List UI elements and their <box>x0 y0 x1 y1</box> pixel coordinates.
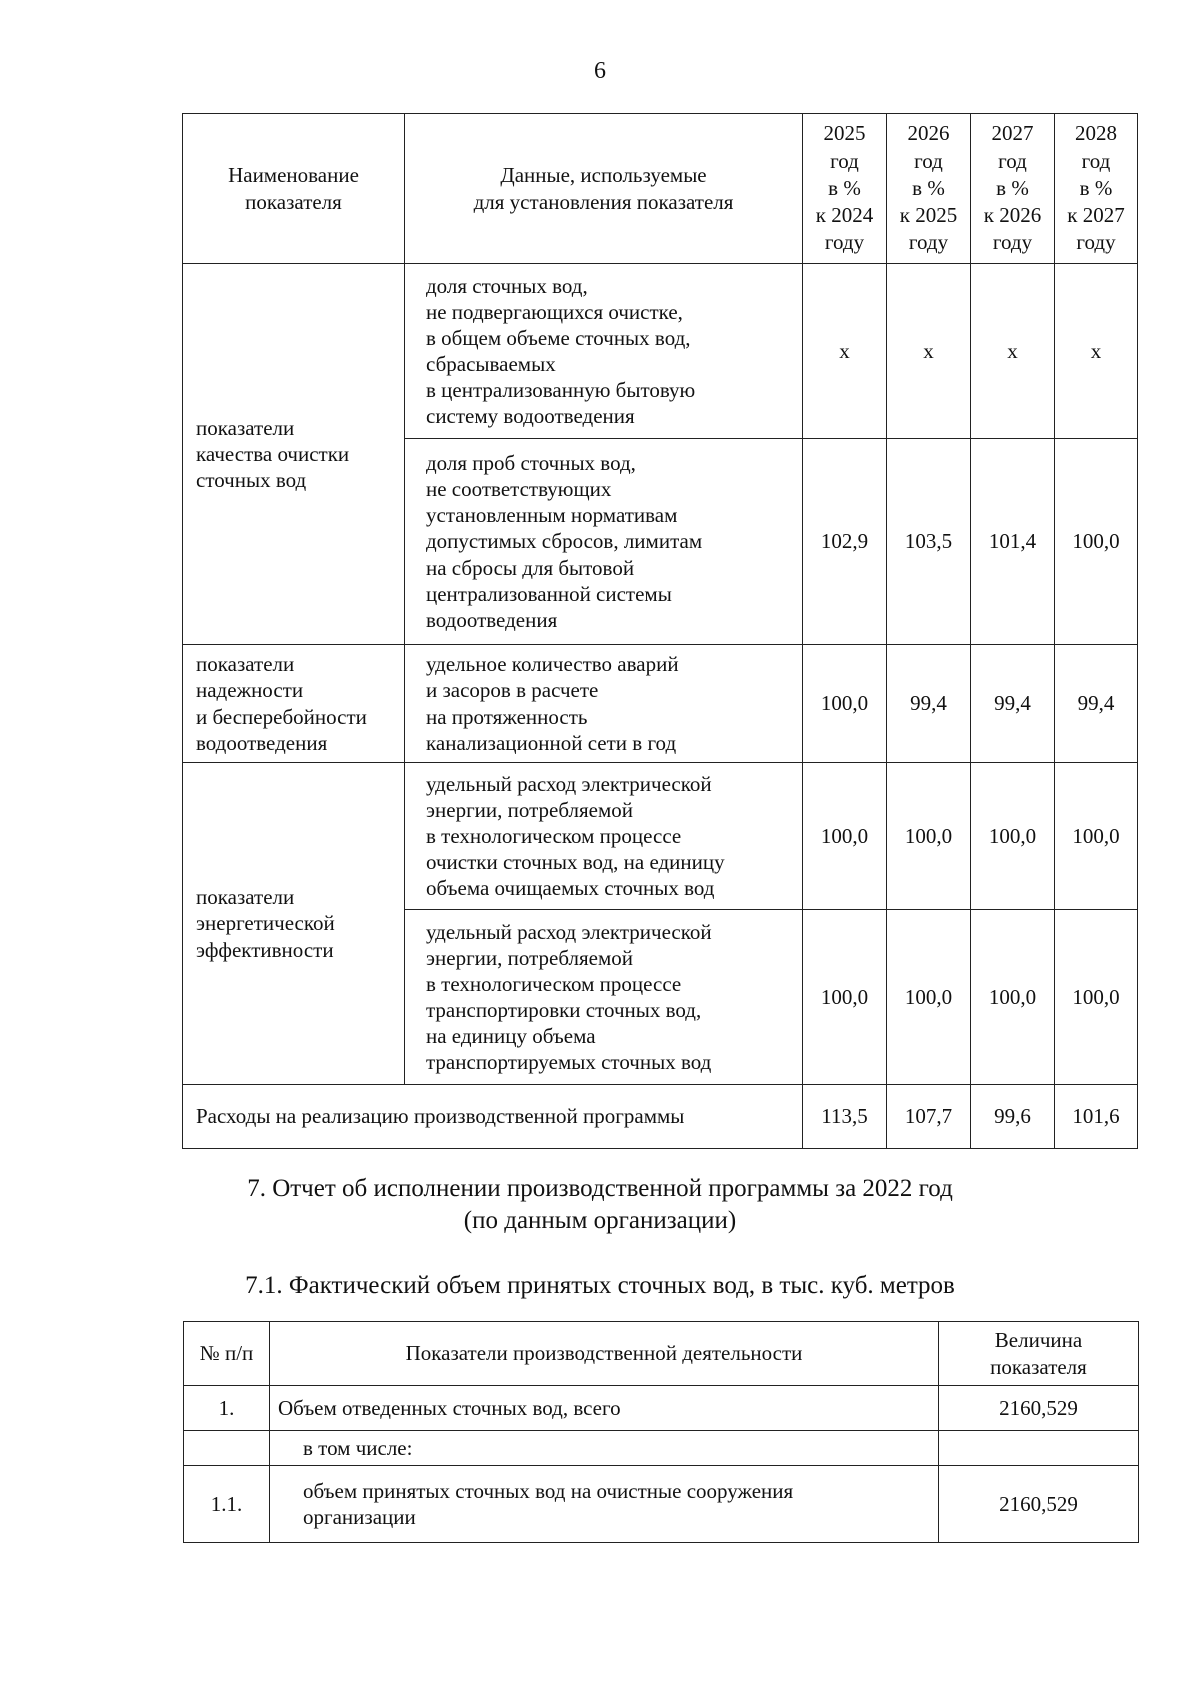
table-row <box>183 645 1138 763</box>
indicator-group-name <box>183 645 405 763</box>
value-cell: 100,0 <box>971 763 1055 910</box>
text-line: году <box>1076 230 1116 255</box>
value-cell: 100,0 <box>887 910 971 1085</box>
row-indicator-cell <box>270 1466 939 1543</box>
value-cell: 101,4 <box>971 439 1055 645</box>
text-line: доля сточных вод, <box>426 273 588 298</box>
header-year-cell <box>887 114 971 264</box>
header-name-cell <box>183 114 405 264</box>
table-header-row <box>184 1322 1139 1386</box>
text-line: 2028 <box>1075 121 1117 146</box>
text-line: водоотведения <box>196 730 328 755</box>
text-line: на единицу объема <box>426 1024 596 1049</box>
page-number: 6 <box>594 58 606 84</box>
subsection-title: 7.1. Фактический объем принятых сточных вод, в тыс. куб. метров <box>245 1272 955 1299</box>
text-line: год <box>830 148 859 173</box>
text-line: (по данным организации) <box>463 1207 737 1234</box>
text-line: год <box>1081 148 1111 173</box>
header-year-cell <box>803 114 887 264</box>
table-row <box>184 1466 1139 1543</box>
value-cell: 100,0 <box>803 763 887 910</box>
text-line: эффективности <box>196 937 334 962</box>
value-cell: 103,5 <box>887 439 971 645</box>
value-cell: 100,0 <box>1055 910 1138 1085</box>
text-line: в % <box>996 175 1029 200</box>
header-indicator-cell: Показатели производственной деятельности <box>270 1322 939 1386</box>
indicator-description <box>405 763 803 910</box>
indicator-description <box>405 439 803 645</box>
header-year-cell <box>971 114 1055 264</box>
row-indicator-cell <box>270 1431 939 1466</box>
text-line: удельный расход электрической <box>426 919 712 944</box>
row-value-cell: 2160,529 <box>939 1466 1139 1543</box>
text-line: не соответствующих <box>426 477 612 502</box>
value-cell: 99,4 <box>887 645 971 763</box>
text-line: к 2024 <box>815 203 874 228</box>
text-line: очистки сточных вод, на единицу <box>426 850 725 875</box>
value-cell: 100,0 <box>887 763 971 910</box>
total-value-cell: 107,7 <box>887 1085 971 1149</box>
text-line: на протяженность <box>426 704 588 729</box>
text-line: энергии, потребляемой <box>426 797 634 822</box>
wastewater-volume-table <box>183 1321 1139 1543</box>
text-line: качества очистки <box>196 441 350 466</box>
indicator-group-name <box>183 763 405 1085</box>
total-value-cell: 113,5 <box>803 1085 887 1149</box>
value-cell: x <box>1055 264 1138 439</box>
text-line: Объем отведенных сточных вод, всего <box>278 1395 621 1420</box>
table-row <box>184 1431 1139 1466</box>
row-value-cell: 2160,529 <box>939 1386 1139 1431</box>
text-line: допустимых сбросов, лимитам <box>426 529 703 554</box>
text-line: удельное количество аварий <box>426 652 679 677</box>
row-num-cell: 1.1. <box>184 1466 270 1543</box>
text-line: к 2027 <box>1067 203 1125 228</box>
text-line: сточных вод <box>196 468 307 493</box>
text-line: году <box>992 230 1033 255</box>
text-line: году <box>908 230 949 255</box>
text-line: в технологическом процессе <box>426 823 682 848</box>
text-line: установленным нормативам <box>426 503 678 528</box>
value-cell: x <box>803 264 887 439</box>
text-line: к 2026 <box>983 203 1042 228</box>
text-line: централизованной системы <box>426 581 672 606</box>
text-line: показатели <box>196 415 295 440</box>
text-line: транспортировки сточных вод, <box>426 998 702 1022</box>
text-line: году <box>824 230 865 255</box>
value-cell: 100,0 <box>803 910 887 1085</box>
text-line: показатели <box>196 652 295 677</box>
text-line: год <box>914 148 943 173</box>
row-indicator-cell <box>270 1386 939 1431</box>
text-line: в общем объеме сточных вод, <box>426 325 691 350</box>
header-value-cell <box>939 1322 1139 1386</box>
value-cell: 99,4 <box>1055 645 1138 763</box>
indicator-description <box>405 910 803 1085</box>
value-cell: 100,0 <box>1055 763 1138 910</box>
text-line: 7. Отчет об исполнении производственной программы за 2022 год <box>247 1175 953 1202</box>
text-line: показателя <box>990 1354 1087 1379</box>
header-num-cell: № п/п <box>184 1322 270 1386</box>
value-cell: 100,0 <box>971 910 1055 1085</box>
indicator-description <box>405 645 803 763</box>
text-line: год <box>998 148 1027 173</box>
text-line: энергии, потребляемой <box>426 945 634 970</box>
text-line: надежности <box>196 678 304 703</box>
header-data-cell <box>405 114 803 264</box>
text-line: доля проб сточных вод, <box>426 451 636 476</box>
text-line: в централизованную бытовую <box>426 378 696 403</box>
total-label: Расходы на реализацию производственной программы <box>183 1085 803 1149</box>
text-line: Величина <box>994 1328 1083 1353</box>
text-line: в % <box>1079 175 1113 200</box>
text-line: Данные, используемые <box>500 163 707 188</box>
value-cell: 102,9 <box>803 439 887 645</box>
text-line: и засоров в расчете <box>426 678 599 703</box>
text-line: в технологическом процессе <box>426 971 682 996</box>
text-line: для установления показателя <box>473 189 734 214</box>
total-row <box>183 1085 1138 1149</box>
table-row <box>183 264 1138 439</box>
indicator-description <box>405 264 803 439</box>
text-line: Наименование <box>228 163 359 188</box>
text-line: сбрасываемых <box>426 352 556 376</box>
indicator-group-name <box>183 264 405 645</box>
value-cell: x <box>971 264 1055 439</box>
header-year-cell <box>1055 114 1138 264</box>
row-num-cell <box>184 1431 270 1466</box>
text-line: транспортируемых сточных вод <box>426 1050 712 1075</box>
table-row <box>184 1386 1139 1431</box>
table-header-row <box>183 114 1138 264</box>
text-line: в том числе: <box>303 1435 413 1460</box>
text-line: 2025 <box>823 121 866 146</box>
row-num-cell: 1. <box>184 1386 270 1431</box>
text-line: показателя <box>245 189 342 214</box>
text-line: 2026 <box>907 121 950 146</box>
indicators-table <box>182 113 1138 1149</box>
value-cell: x <box>887 264 971 439</box>
text-line: энергетической <box>196 911 335 936</box>
section-title <box>0 1173 1200 1237</box>
total-value-cell: 99,6 <box>971 1085 1055 1149</box>
text-line: объем принятых сточных вод на очистные сооружения <box>303 1478 794 1503</box>
text-line: к 2025 <box>899 203 958 228</box>
text-line: организации <box>303 1505 416 1529</box>
text-line: объема очищаемых сточных вод <box>426 876 715 901</box>
text-line: в % <box>912 175 945 200</box>
text-line: водоотведения <box>426 607 558 632</box>
text-line: 2027 <box>991 121 1034 146</box>
text-line: показатели <box>196 885 295 910</box>
value-cell: 99,4 <box>971 645 1055 763</box>
text-line: на сбросы для бытовой <box>426 555 635 580</box>
value-cell: 100,0 <box>803 645 887 763</box>
text-line: канализационной сети в год <box>426 730 677 755</box>
text-line: удельный расход электрической <box>426 771 712 796</box>
table-row <box>183 763 1138 910</box>
value-cell: 100,0 <box>1055 439 1138 645</box>
row-value-cell <box>939 1431 1139 1466</box>
text-line: и бесперебойности <box>196 704 367 729</box>
text-line: систему водоотведения <box>426 404 635 429</box>
text-line: в % <box>828 175 861 200</box>
text-line: не подвергающихся очистке, <box>426 299 683 324</box>
total-value-cell: 101,6 <box>1055 1085 1138 1149</box>
